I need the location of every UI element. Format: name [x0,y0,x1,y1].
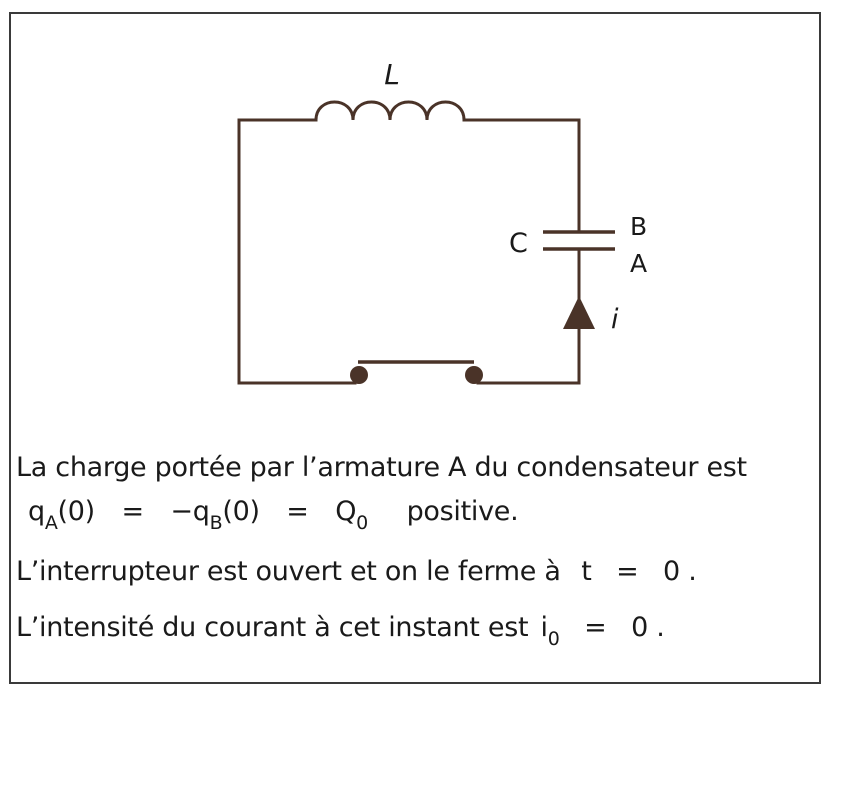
equals-sign-1: = [121,496,144,527]
current-variable: i [540,612,548,643]
qa-symbol: q [28,496,45,527]
statement-line-3 [16,556,697,588]
period-4: . [656,612,665,643]
statement-line-4 [16,612,665,650]
minus-sign: − [170,496,193,527]
current-label: i [611,304,619,335]
q0-subscript: 0 [356,512,368,534]
equals-sign-4: = [584,612,607,643]
equals-sign-3: = [616,556,639,587]
qb-symbol: q [192,496,210,527]
statement-text-4: L’intensité du courant à cet instant est [16,612,529,643]
wire-left [239,120,355,383]
switch-contact-right [465,366,483,384]
wire-right [478,250,579,383]
statement-text-1: La charge portée par l’armature A du condensateur est [16,452,747,483]
current-subscript: 0 [547,628,560,650]
plate-a-label: A [630,249,648,278]
plate-b-label: B [630,212,648,241]
statement-line-2 [28,496,519,534]
positive-word: positive. [406,496,519,527]
current-value: 0 [631,612,648,643]
q0-symbol: Q [335,496,357,527]
statement-text-3: L’interrupteur est ouvert et on le ferme à [16,556,561,587]
period-3: . [688,556,697,587]
time-value: 0 [663,556,680,587]
equals-sign-2: = [286,496,309,527]
switch-contact-left [350,366,368,384]
qb-subscript: B [209,512,223,534]
statement-line-1 [16,452,747,484]
capacitor-label: C [509,228,528,259]
time-variable: t [581,556,592,587]
inductor-label: L [384,58,400,91]
qa-argument: (0) [57,496,95,527]
inductor-coil [316,102,464,120]
current-arrow-icon [563,296,595,329]
qa-subscript: A [44,512,58,534]
qb-argument: (0) [222,496,260,527]
wire-top-right [464,120,579,231]
